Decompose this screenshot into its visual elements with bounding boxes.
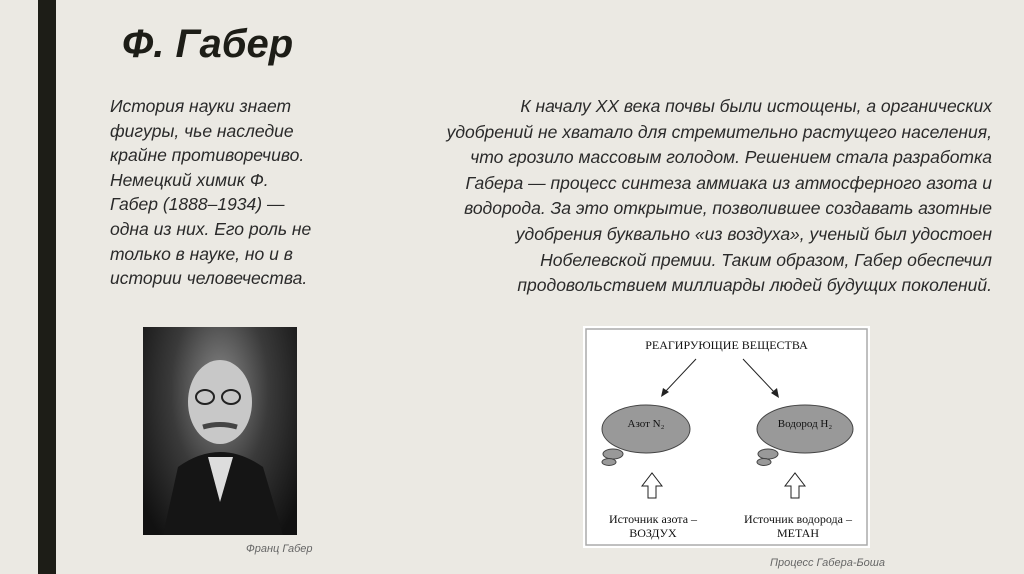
diagram-heading: РЕАГИРУЮЩИЕ ВЕЩЕСТВА — [645, 338, 808, 352]
diagram-caption: Процесс Габера-Боша — [770, 557, 886, 569]
text-line: Нобелевской премии. Таким образом, Габер обеспечил — [540, 249, 992, 270]
text-line: одна из них. Его роль не — [110, 218, 312, 239]
text-line: только в науке, но и в — [110, 243, 293, 264]
portrait-figure — [143, 327, 297, 535]
haber-bosch-diagram — [583, 326, 870, 548]
intro-paragraph — [110, 94, 350, 291]
hydrogen-cloud-label: Водород H₂ — [777, 418, 833, 430]
text-line: что грозило массовым голодом. Решением стала разработка — [470, 147, 992, 168]
text-line: История науки знает — [110, 96, 292, 116]
text-line: Габера — процесс синтеза аммиака из атмосферного азота и — [465, 172, 992, 193]
slide-title: Ф. Габер — [122, 22, 294, 66]
portrait-photo — [143, 327, 297, 535]
accent-bar — [38, 0, 56, 574]
text-line: продовольствием миллиарды людей будущих поколений. — [517, 275, 992, 296]
text-line: удобрения буквально «из воздуха», ученый был удостоен — [515, 223, 992, 244]
nitrogen-source — [587, 512, 719, 540]
text-line: крайне противоречиво. — [110, 145, 305, 166]
nitrogen-source-value: ВОЗДУХ — [629, 526, 677, 540]
nitrogen-source-line: Источник азота – — [608, 512, 698, 526]
text-line: удобрений не хватало для стремительно растущего населения, — [446, 121, 992, 142]
photo-caption: Франц Габер — [246, 543, 313, 555]
hydrogen-source-value: МЕТАН — [776, 526, 820, 540]
hydrogen-source — [729, 512, 867, 540]
nitrogen-cloud-label: Азот N₂ — [627, 418, 665, 430]
text-line: истории человечества. — [110, 268, 308, 289]
text-line: Немецкий химик Ф. — [110, 169, 269, 190]
text-line: фигуры, чье наследие — [110, 120, 294, 141]
text-line: К началу XX века почвы были истощены, а органических — [520, 96, 992, 116]
main-paragraph — [380, 94, 992, 299]
hydrogen-source-line: Источник водорода – — [744, 512, 852, 526]
text-line: Габер (1888–1934) — — [110, 194, 285, 215]
text-line: водорода. За это открытие, позволившее создавать азотные — [464, 198, 992, 219]
